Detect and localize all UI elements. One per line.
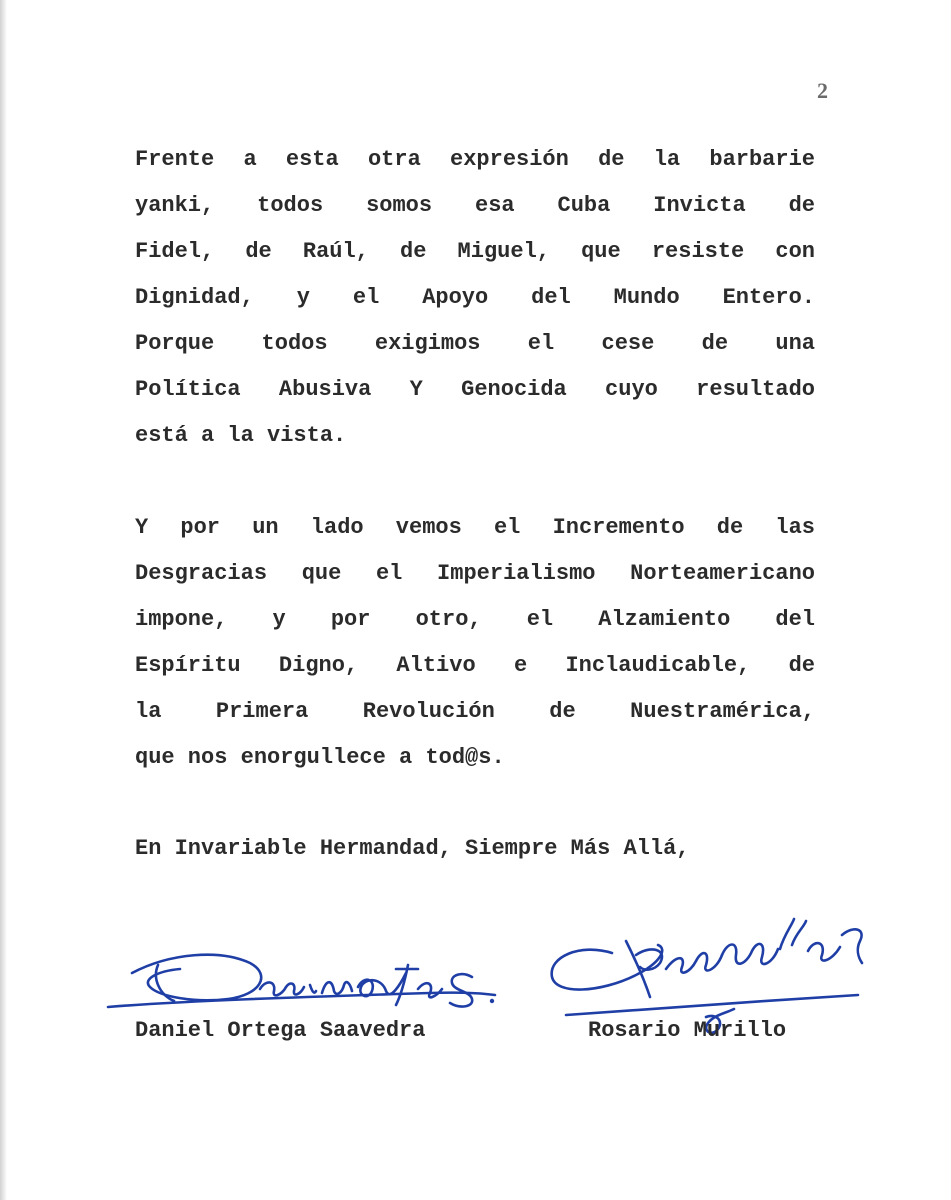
closing-line: En Invariable Hermandad, Siempre Más Allá,: [135, 836, 690, 861]
paragraph-1: [135, 137, 815, 459]
paragraph-line: Frente a esta otra expresión de la barbarie: [135, 147, 815, 172]
paragraph-line: yanki, todos somos esa Cuba Invicta de: [135, 193, 815, 218]
paragraph-line: Y por un lado vemos el Incremento de las: [135, 515, 815, 540]
closing-salutation: [135, 826, 815, 872]
paragraph-line: Política Abusiva Y Genocida cuyo resultado: [135, 377, 815, 402]
paragraph-line: Espíritu Digno, Altivo e Inclaudicable, de: [135, 653, 815, 678]
paragraph-line: la Primera Revolución de Nuestramérica,: [135, 699, 815, 724]
paragraph-line: que nos enorgullece a tod@s.: [135, 745, 505, 770]
paragraph-line: está a la vista.: [135, 423, 347, 448]
paragraph-line: Dignidad, y el Apoyo del Mundo Entero.: [135, 285, 815, 310]
paragraph-line: Porque todos exigimos el cese de una: [135, 331, 815, 356]
signer-name: Daniel Ortega Saavedra: [135, 1018, 426, 1043]
paragraph-line: Fidel, de Raúl, de Miguel, que resiste con: [135, 239, 815, 264]
paragraph-line: Desgracias que el Imperialismo Norteamericano: [135, 561, 815, 586]
signer-name: Rosario Murillo: [588, 1018, 787, 1043]
page-number: 2: [817, 78, 828, 103]
page-edge-shadow: [0, 0, 7, 1200]
paragraph-2: [135, 505, 815, 781]
paragraph-line: impone, y por otro, el Alzamiento del: [135, 607, 815, 632]
